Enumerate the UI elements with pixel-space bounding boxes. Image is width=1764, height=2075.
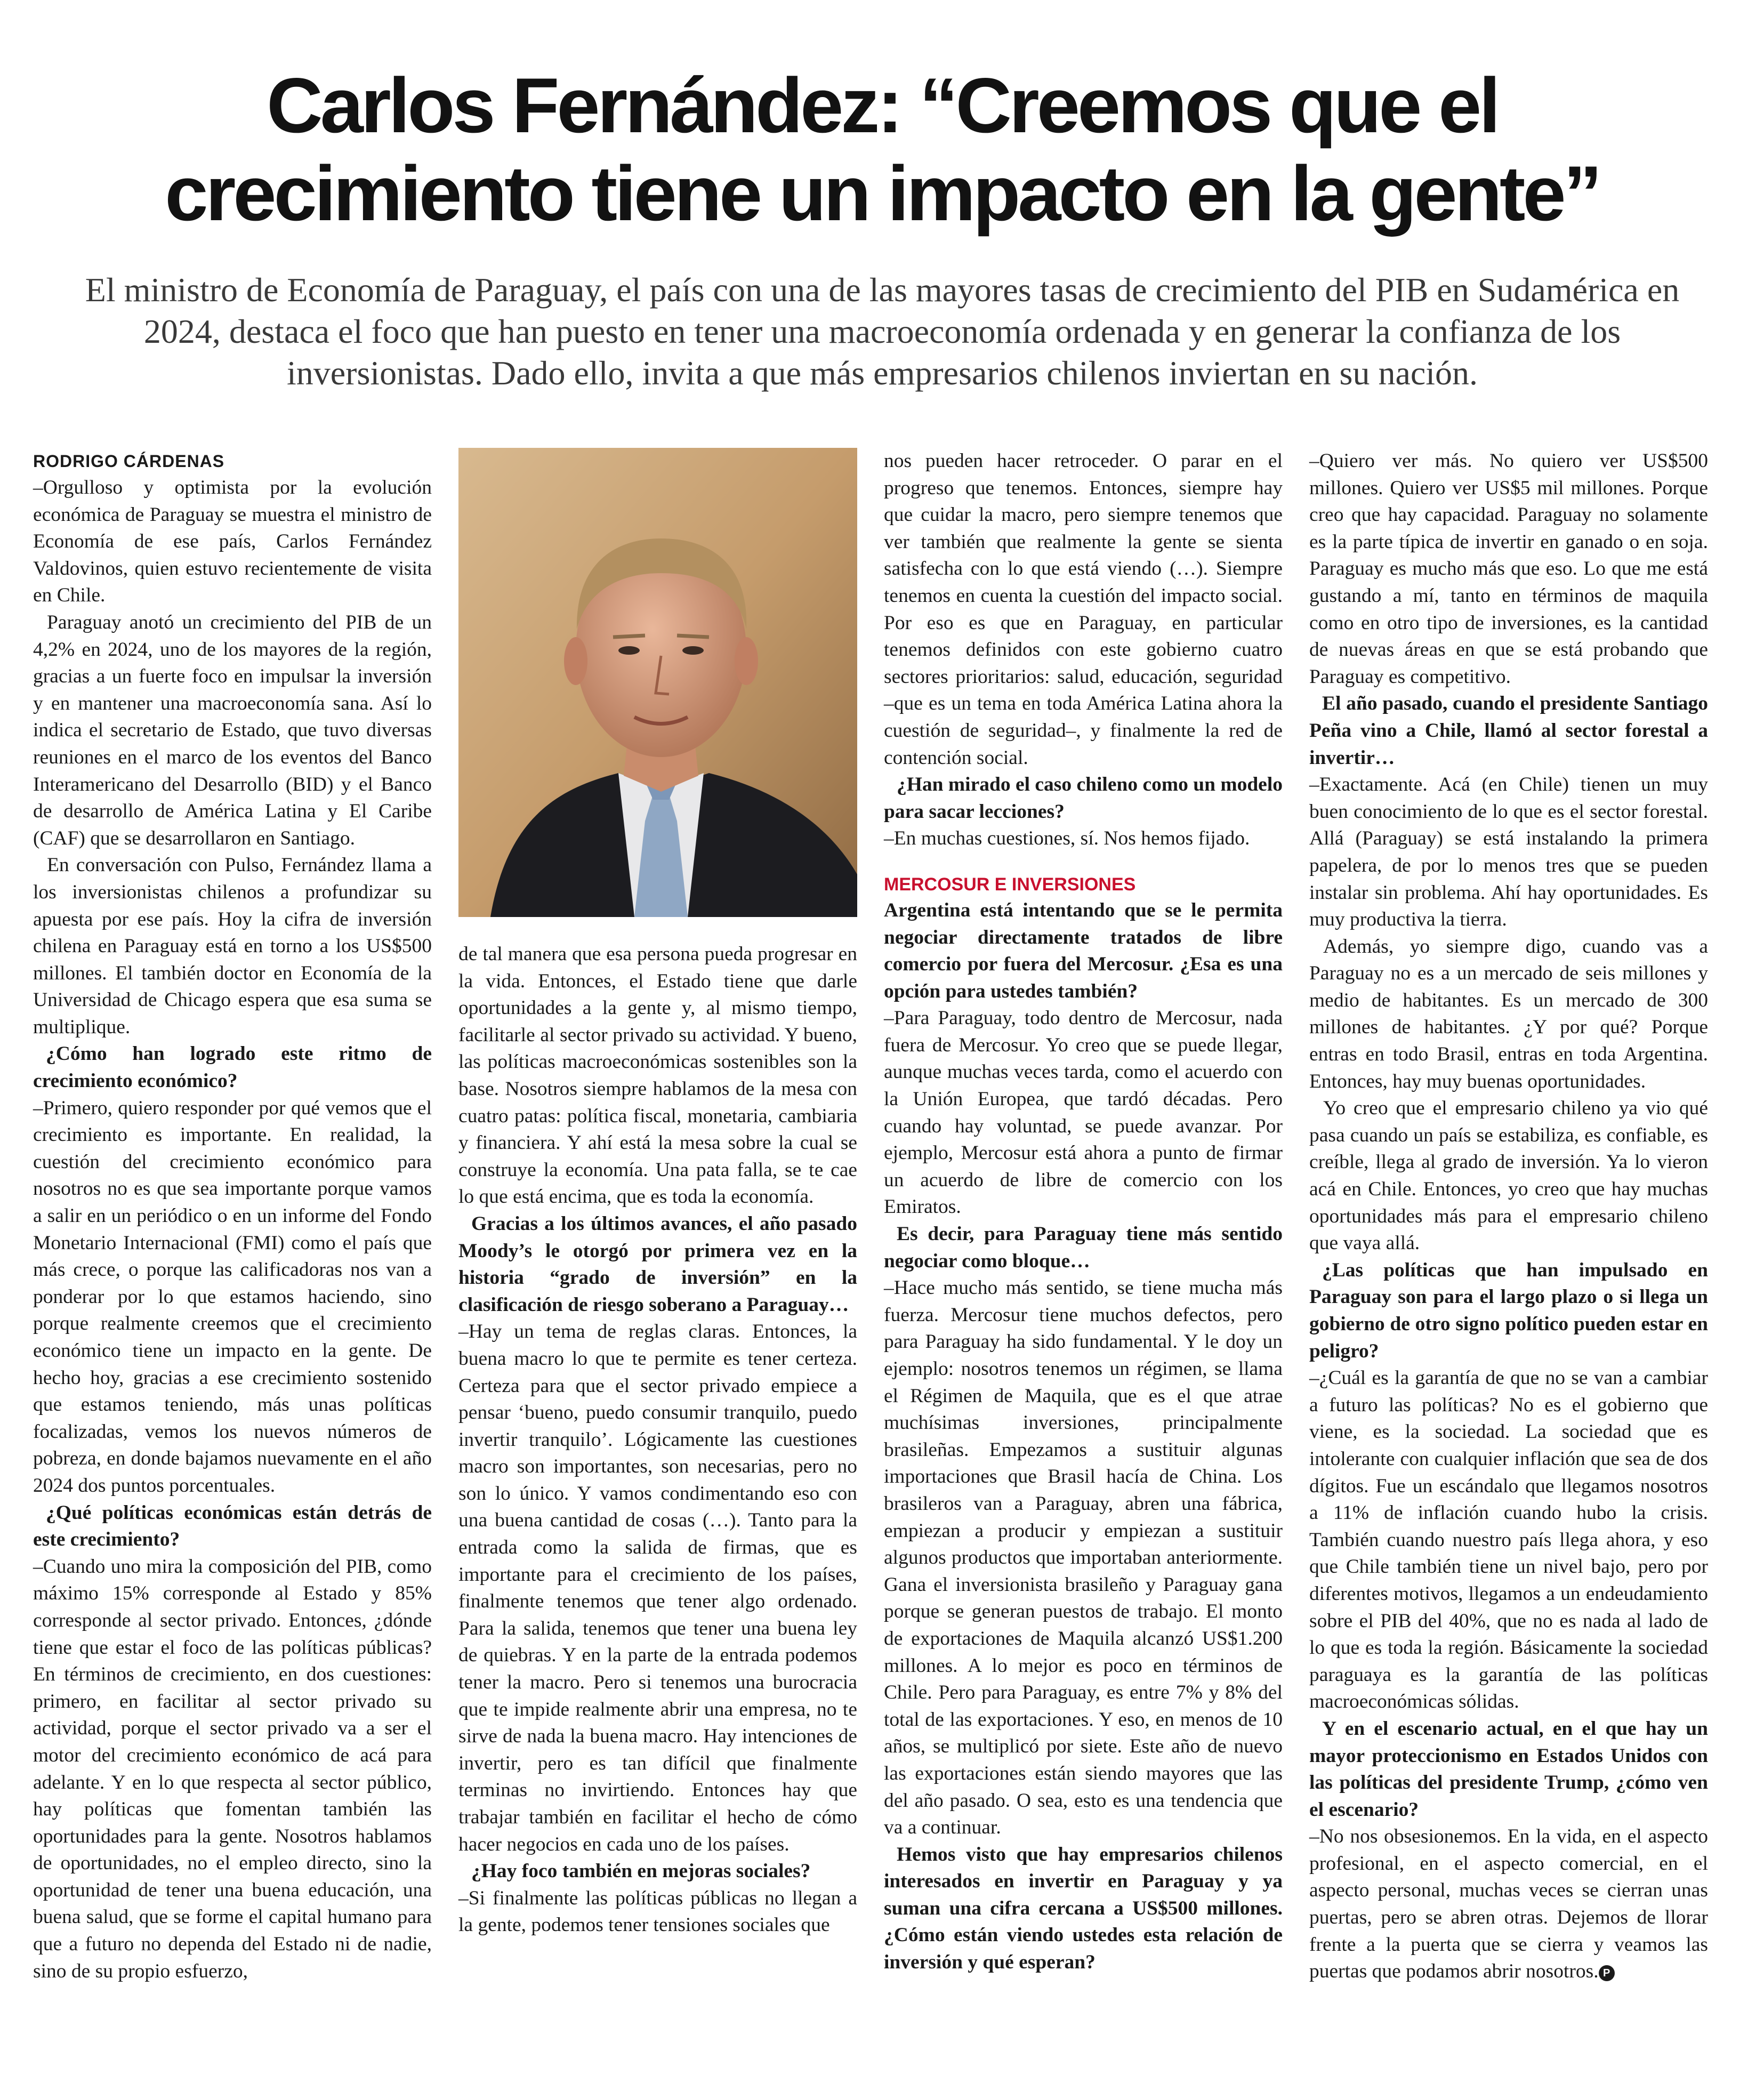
- interview-question: Gracias a los últimos avances, el año pasado Moody’s le otorgó por primera vez en la historia “grado de inversión” en la clasificación de riesgo soberano a Paraguay…: [458, 1212, 857, 1316]
- interview-answer: –En muchas cuestiones, sí. Nos hemos fijado.: [884, 827, 1250, 850]
- headline: [59, 61, 1706, 237]
- paragraph: de tal manera que esa persona pueda progresar en la vida. Entonces, el Estado tiene que darle oportunidades a la gente y, al mismo tiempo, facilitarle al sector privado su actividad. Y bueno, las políticas macroeconómicas sostenibles son la base. Nosotros siempre hablamos de la mesa con cuatro patas: política fiscal, monetaria, cambiaria y financiera. Y ahí está la mesa sobre la cual se construye la economía. Una pata falla, se te cae lo que está encima, que es toda la economía.: [458, 943, 857, 1208]
- interview-question: ¿Las políticas que han impulsado en Paraguay son para el largo plazo o si llega un gobierno de otro signo político pueden estar en peligro?: [1309, 1259, 1708, 1362]
- interview-question: Hemos visto que hay empresarios chilenos interesados en invertir en Paraguay y ya suman una cifra cercana a US$500 millones. ¿Cómo están viendo ustedes esta relación de inversión y qué esperan?: [884, 1843, 1283, 1974]
- interview-answer: –¿Cuál es la garantía de que no se van a cambiar a futuro las políticas? No es el gobierno que viene, es la sociedad. La sociedad que es intolerante con cualquier inflación que sea de dos dígitos. Fue un escándalo que llegamos nosotros a 11% de inflación cuando hubo la crisis. También cuando nuestro país llega ahora, y eso que Chile también tiene un nivel bajo, pero por diferentes motivos, llegamos a un endeudamiento sobre el PIB del 40%, que no es nada al lado de lo que es toda la región. Básicamente la sociedad paraguaya es la garantía de las políticas macroeconómicas sólidas.: [1309, 1367, 1708, 1713]
- closing-answer-text: –No nos obsesionemos. En la vida, en el aspecto profesional, en el aspecto comercial, en el aspecto personal, muchas veces se cierran unas puertas, pero se abren otras. Dejemos de llorar frente a la puerta que se cierra y veamos las puertas que podamos abrir nosotros.: [1309, 1825, 1708, 1983]
- headline-line-2: crecimiento tiene un impacto en la gente”: [165, 150, 1600, 237]
- headline-line-1: Carlos Fernández: “Creemos que el: [267, 62, 1498, 149]
- end-mark-icon: P: [1599, 1965, 1615, 1981]
- byline: RODRIGO CÁRDENAS: [33, 452, 225, 471]
- portrait-photo: [458, 448, 857, 917]
- paragraph: nos pueden hacer retroceder. O parar en el progreso que tenemos. Entonces, siempre hay que cuidar la macro, pero siempre tenemos que ver también que realmente la gente se sienta satisfecha con lo que está viendo (…). Siempre tenemos en cuenta la cuestión del impacto social. Por eso es que en Paraguay, en particular tenemos definidos con este gobierno cuatro sectores prioritarios: salud, educación, seguridad –que es un tema en toda América Latina ahora la cuestión de seguridad–, y finalmente la red de contención social.: [884, 450, 1283, 769]
- interview-answer: –Hace mucho más sentido, se tiene mucha más fuerza. Mercosur tiene muchos defectos, pero para Paraguay ha sido fundamental. Y le doy un ejemplo: nosotros tenemos un régimen, se llama el Régimen de Maquila, que es el que atrae muchísimas inversiones, principalmente brasileñas. Empezamos a sustituir algunas importaciones que Brasil hacía de China. Los brasileros van a Paraguay, abren una fábrica, empiezan a producir y empiezan a sustituir algunos productos que importaban anteriormente. Gana el inversionista brasileño y Paraguay gana porque se generan puestos de trabajo. El monto de exportaciones de Maquila alcanzó US$1.200 millones. A lo mejor es poco en términos de Chile. Pero para Paraguay, es entre 7% y 8% del total de las exportaciones. Y eso, en menos de 10 años, se multiplicó por siete. Este año de nuevo las exportaciones están siendo mayores que las del año pasado. O sea, esto es una tendencia que va a continuar.: [884, 1277, 1283, 1839]
- column-2: [458, 941, 857, 1939]
- interview-answer: –Si finalmente las políticas públicas no llegan a la gente, podemos tener tensiones sociales que: [458, 1887, 857, 1936]
- column-1: [33, 448, 432, 1985]
- interview-question: Argentina está intentando que se le permita negociar directamente tratados de libre comercio por fuera del Mercosur. ¿Esa es una opción para ustedes también?: [884, 899, 1283, 1002]
- interview-answer: –Exactamente. Acá (en Chile) tienen un muy buen conocimiento de lo que es el sector forestal. Allá (Paraguay) se está instalando la primera papelera, de por lo menos tres que se pueden instalar sin problema. Ahí hay oportunidades. Es muy productiva la tierra.: [1309, 774, 1708, 931]
- interview-question: Y en el escenario actual, en el que hay un mayor proteccionismo en Estados Unidos con las políticas del presidente Trump, ¿cómo ven el escenario?: [1309, 1717, 1708, 1821]
- paragraph: Además, yo siempre digo, cuando vas a Paraguay no es a un mercado de seis millones y medio de habitantes. Es un mercado de 300 millones de habitantes. ¿Y por qué? Porque entras en todo Brasil, entras en toda Argentina. Entonces, hay muy buenas oportunidades.: [1309, 935, 1708, 1092]
- paragraph: –Orgulloso y optimista por la evolución económica de Paraguay se muestra el ministro de Economía de ese país, Carlos Fernández Valdovinos, quien estuvo recientemente de visita en Chile.: [33, 477, 432, 607]
- interview-answer: –Primero, quiero responder por qué vemos que el crecimiento es importante. En realidad, la cuestión del crecimiento económico para nosotros no es que sea importante porque vamos a salir en un periódico o en un informe del Fondo Monetario Internacional (FMI) como el país que más crece, o porque las calificadoras nos van a ponderar por lo que estamos haciendo, sino porque realmente creemos que el crecimiento económico tiene un impacto en la gente. De hecho hoy, gracias a ese crecimiento sostenido que estamos teniendo, más unas políticas focalizadas, vemos los nuevos números de pobreza, en donde bajamos nuevamente en el año 2024 dos puntos porcentuales.: [33, 1097, 432, 1497]
- column-3: [884, 448, 1283, 1976]
- paragraph: Paraguay anotó un crecimiento del PIB de un 4,2% en 2024, uno de los mayores de la región, gracias a un fuerte foco en impulsar la inversión y en mantener una macroeconomía sana. Así lo indica el secretario de Estado, que tuvo diversas reuniones en el marco de los eventos del Banco Interamericano del Desarrollo (BID) y el Banco de desarrollo de América Latina y El Caribe (CAF) que se desarrollaron en Santiago.: [33, 611, 432, 849]
- paragraph: En conversación con Pulso, Fernández llama a los inversionistas chilenos a profundizar su apuesta por ese país. Hoy la cifra de inversión chilena en Paraguay está en torno a los US$500 millones. El también doctor en Economía de la Universidad de Chicago espera que esa suma se multiplique.: [33, 854, 432, 1038]
- interview-answer: –Para Paraguay, todo dentro de Mercosur, nada fuera de Mercosur. Yo creo que se puede llegar, aunque muchas veces tarda, como el acuerdo con la Unión Europea, que tardó décadas. Pero cuando hay voluntad, se puede avanzar. Por ejemplo, Mercosur está ahora a punto de firmar un acuerdo de libre de comercio con los Emiratos.: [884, 1007, 1283, 1218]
- interview-question: ¿Han mirado el caso chileno como un modelo para sacar lecciones?: [884, 774, 1283, 823]
- interview-question: Es decir, para Paraguay tiene más sentido negociar como bloque…: [884, 1223, 1283, 1272]
- interview-answer: –Hay un tema de reglas claras. Entonces, la buena macro lo que te permite es tener certeza. Certeza para que el sector privado empiece a pensar ‘bueno, puedo consumir tranquilo, puedo invertir tranquilo’. Lógicamente las cuestiones macro son importantes, son necesarias, pero no son lo único. Y vamos condimentando eso con una buena cantidad de cosas (…). Tanto para la entrada como la salida de firmas, que es importante para el crecimiento de los países, finalmente tenemos que tener algo ordenado. Para la salida, tenemos que tener una buena ley de quiebras. Y en la parte de la entrada podemos tener la macro. Pero si tenemos una burocracia que te impide realmente abrir una empresa, no te sirve de nada la buena macro. Hay intenciones de invertir, pero es tan difícil que finalmente terminas no invirtiendo. Entonces hay que trabajar también en facilitar el hecho de cómo hacer negocios en cada uno de los países.: [458, 1321, 857, 1855]
- closing-answer: [1309, 1823, 1708, 1985]
- paragraph: Yo creo que el empresario chileno ya vio qué pasa cuando un país se estabiliza, es confiable, es creíble, llega al grado de inversión. Ya lo vieron acá en Chile. Entonces, yo creo que hay muchas oportunidades más para el empresario chileno que vaya allá.: [1309, 1097, 1708, 1254]
- section-heading: MERCOSUR E INVERSIONES: [884, 874, 1136, 895]
- interview-question: ¿Hay foco también en mejoras sociales?: [471, 1860, 811, 1883]
- interview-answer: –Quiero ver más. No quiero ver US$500 millones. Quiero ver US$5 mil millones. Porque creo que hay capacidad. Paraguay no solamente es la parte típica de invertir en ganado o en soja. Paraguay es mucho más que eso. Lo que me está gustando a mí, tanto en términos de maquila como en otro tipo de inversiones, es la cantidad de nuevas áreas en que se está probando que Paraguay es competitivo.: [1309, 450, 1708, 688]
- interview-question: El año pasado, cuando el presidente Santiago Peña vino a Chile, llamó al sector forestal a invertir…: [1309, 693, 1708, 769]
- interview-question: ¿Qué políticas económicas están detrás de este crecimiento?: [33, 1501, 432, 1551]
- interview-answer: –Cuando uno mira la composición del PIB, como máximo 15% corresponde al Estado y 85% corresponde al sector privado. Entonces, ¿dónde tiene que estar el foco de las políticas públicas? En términos de crecimiento, en dos cuestiones: primero, en facilitar al sector privado su actividad, porque el sector privado va a ser el motor del crecimiento económico de acá para adelante. Y en lo que respecta al sector público, hay políticas que fomentan también las oportunidades para la gente. Nosotros hablamos de oportunidades, no el empleo directo, sino la oportunidad de tener una buena educación, una buena salud, que se forme el capital humano para que a futuro no dependa del Estado ni de nadie, sino de su propio esfuerzo,: [33, 1555, 432, 1982]
- column-4: [1309, 448, 1708, 1985]
- dek-subtitle: El ministro de Economía de Paraguay, el país con una de las mayores tasas de crecimiento del PIB en Sudamérica en 2024, destaca el foco que han puesto en tener una macroeconomía ordenada y en generar la confianza de los inversionistas. Dado ello, invita a que más empresarios chilenos inviertan en su nación.: [85, 271, 1680, 392]
- interview-question: ¿Cómo han logrado este ritmo de crecimiento económico?: [33, 1043, 432, 1092]
